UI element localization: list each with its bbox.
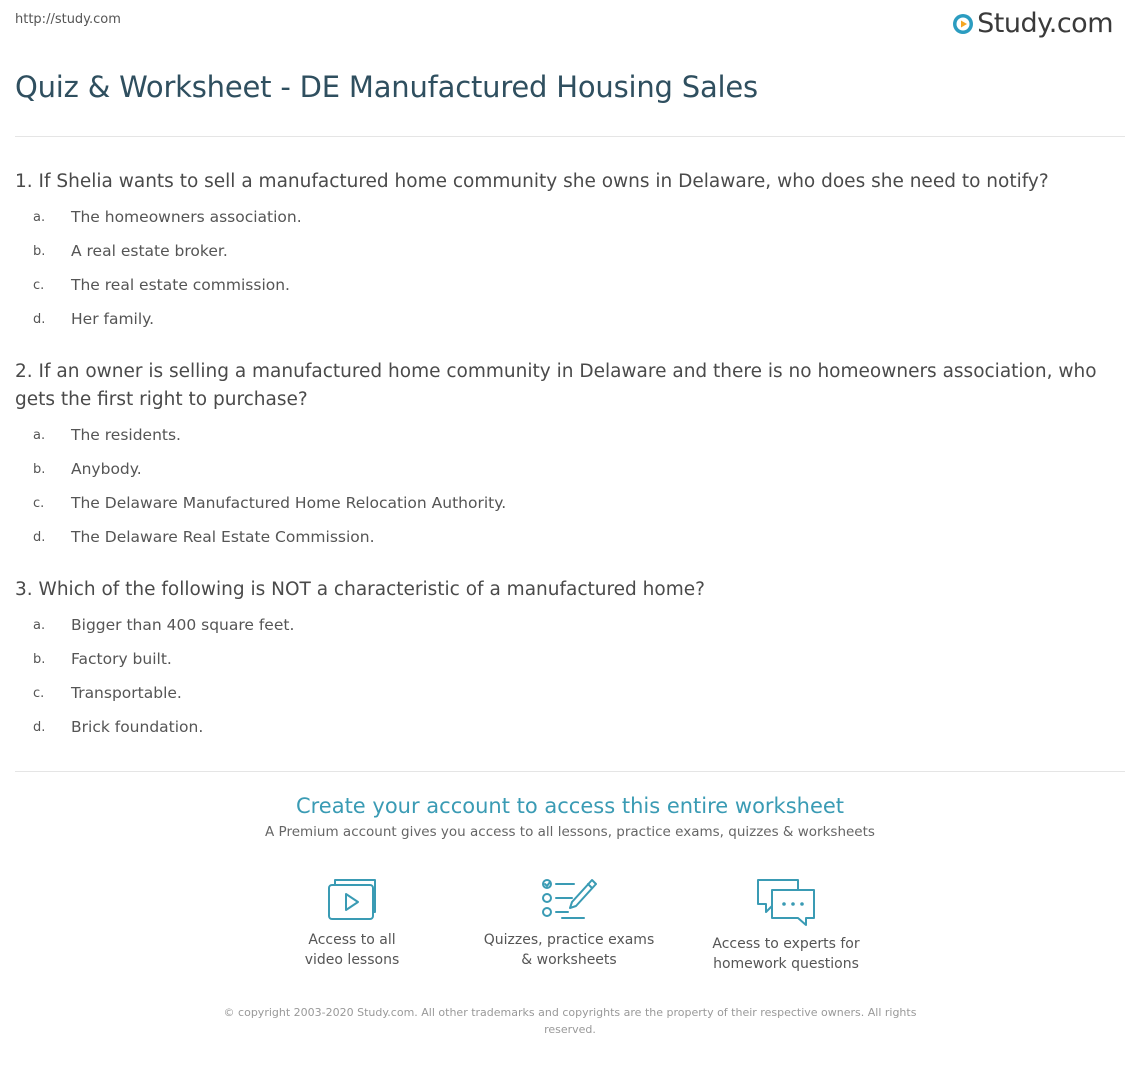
option-text: The residents. [71,426,181,444]
option-letter: c. [33,685,45,701]
divider-top [15,136,1125,137]
answer-option[interactable] [15,268,1125,302]
chat-bubbles-icon [754,876,818,926]
answer-option[interactable] [15,200,1125,234]
option-letter: d. [33,719,46,735]
question-1 [15,168,1125,336]
option-letter: a. [33,427,46,443]
question-3 [15,576,1125,744]
option-text: A real estate broker. [71,242,228,260]
page-title: Quiz & Worksheet - DE Manufactured Housing Sales [15,70,758,104]
answer-option[interactable] [15,234,1125,268]
divider-bottom [15,771,1125,772]
feature-quizzes [469,876,669,970]
study-logo[interactable] [952,8,1113,39]
question-text: 2. If an owner is selling a manufactured home community in Delaware and there is no homeowners association, who gets the first right to purchase? [15,361,1097,410]
answer-option[interactable] [15,676,1125,710]
option-text: Bigger than 400 square feet. [71,616,295,634]
option-text: Brick foundation. [71,718,204,736]
option-text: The homeowners association. [71,208,302,226]
video-lessons-icon [325,876,379,922]
option-letter: d. [33,311,46,327]
question-text: 1. If Shelia wants to sell a manufactured home community she owns in Delaware, who does she need to notify? [15,171,1049,192]
feature-label-line1: Quizzes, practice exams [483,932,655,948]
option-letter: d. [33,529,46,545]
answer-option[interactable] [15,520,1125,554]
answer-options [15,418,1125,554]
option-text: Transportable. [71,684,182,702]
feature-label-line1: Access to all [308,932,396,948]
answer-options [15,608,1125,744]
feature-label-line1: Access to experts for [712,936,860,952]
answer-option[interactable] [15,452,1125,486]
site-url-link[interactable]: http://study.com [15,12,121,27]
feature-label-line2: homework questions [713,956,859,972]
answer-option[interactable] [15,608,1125,642]
answer-option[interactable] [15,302,1125,336]
question-2 [15,358,1125,554]
option-letter: a. [33,209,46,225]
answer-option[interactable] [15,486,1125,520]
feature-video-lessons [252,876,452,970]
option-letter: b. [33,651,46,667]
premium-features [0,876,1140,986]
answer-options [15,200,1125,336]
option-text: The Delaware Manufactured Home Relocation Authority. [71,494,507,512]
answer-option[interactable] [15,710,1125,744]
play-circle-icon [952,13,974,35]
option-text: Anybody. [71,460,142,478]
promo-subtitle: A Premium account gives you access to all lessons, practice exams, quizzes & worksheets [265,824,875,840]
option-text: The real estate commission. [71,276,290,294]
option-letter: a. [33,617,46,633]
option-letter: c. [33,495,45,511]
option-letter: c. [33,277,45,293]
option-text: Factory built. [71,650,172,668]
feature-label-line2: video lessons [304,952,400,968]
question-text: 3. Which of the following is NOT a characteristic of a manufactured home? [15,579,705,600]
answer-option[interactable] [15,642,1125,676]
create-account-link[interactable]: Create your account to access this entire worksheet [295,794,845,818]
logo-text: Study.com [977,8,1113,39]
option-letter: b. [33,461,46,477]
question-list [15,168,1125,766]
feature-label-line2: & worksheets [521,952,617,968]
option-text: Her family. [71,310,155,328]
answer-option[interactable] [15,418,1125,452]
quiz-checklist-icon [540,876,598,922]
option-text: The Delaware Real Estate Commission. [71,528,375,546]
top-bar [15,8,1125,42]
copyright-notice: © copyright 2003-2020 Study.com. All other trademarks and copyrights are the property of their respective owners. All rights reserved. [223,1006,917,1036]
feature-experts [686,876,886,974]
option-letter: b. [33,243,46,259]
